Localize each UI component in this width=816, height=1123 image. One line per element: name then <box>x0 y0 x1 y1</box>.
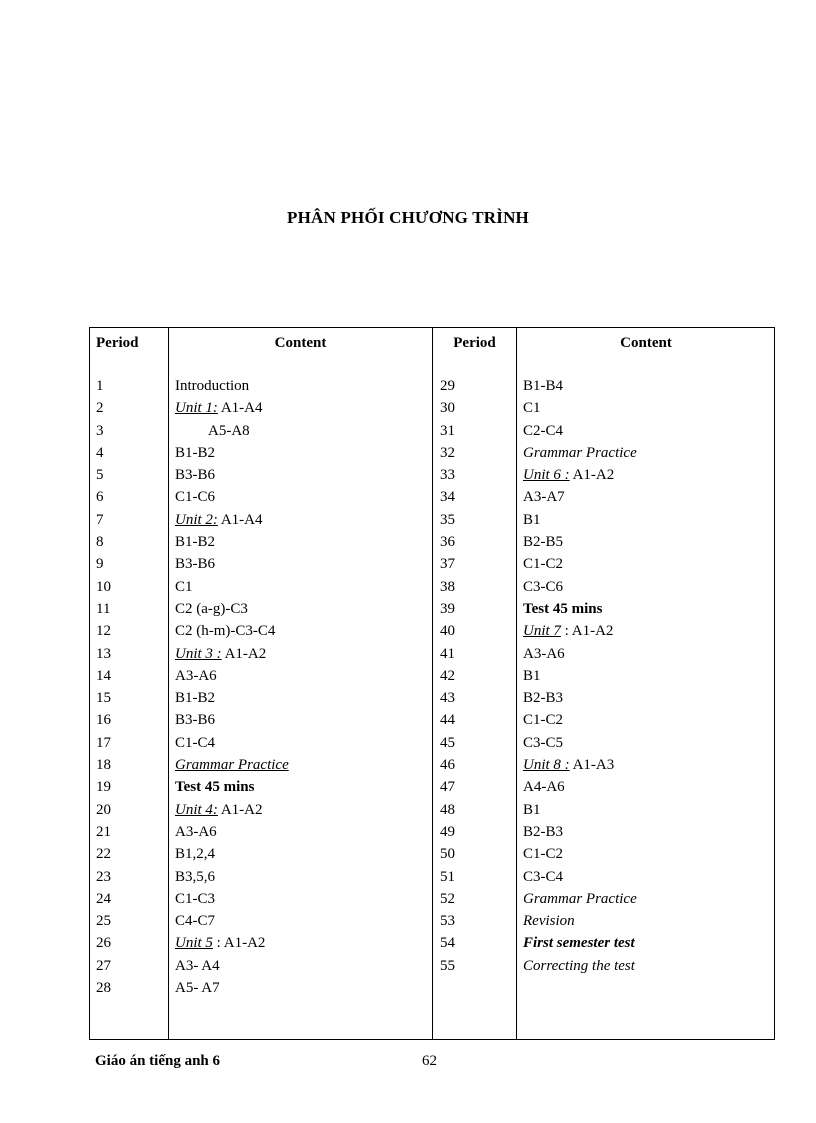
content-cell <box>523 620 637 642</box>
period-cell: 15 <box>96 690 111 707</box>
period-column-right <box>440 375 455 977</box>
period-cell: 17 <box>96 734 111 751</box>
content-cell <box>523 442 637 464</box>
content-cell <box>175 776 289 798</box>
content-text: C1-C2 <box>523 556 564 573</box>
unit-label: Unit 8 : <box>523 757 570 774</box>
content-text: B1-B2 <box>175 690 216 707</box>
content-cell <box>175 821 289 843</box>
content-text: First semester test <box>523 935 635 952</box>
content-text: C1 <box>523 400 541 417</box>
period-cell: 55 <box>440 957 455 974</box>
page-number: 62 <box>422 1053 437 1069</box>
content-text: Test 45 mins <box>523 600 603 617</box>
content-cell <box>523 509 637 531</box>
period-cell: 41 <box>440 645 455 662</box>
content-cell <box>523 687 637 709</box>
content-text: Revision <box>523 913 575 930</box>
content-text: Introduction <box>175 378 250 394</box>
content-cell <box>175 709 289 731</box>
content-cell <box>523 955 637 977</box>
content-cell <box>175 576 289 598</box>
content-text: C2 (h-m)-C3-C4 <box>175 623 276 640</box>
unit-label: Unit 2: <box>175 511 218 528</box>
content-cell <box>175 955 289 977</box>
header-period-right: Period <box>453 335 496 351</box>
content-text: C1 <box>175 578 193 595</box>
content-cell <box>523 821 637 843</box>
content-text: C4-C7 <box>175 913 216 930</box>
content-text: B2-B3 <box>523 823 564 840</box>
content-cell <box>523 910 637 932</box>
period-cell: 9 <box>96 556 104 573</box>
period-cell: 28 <box>96 980 111 997</box>
content-text: Test 45 mins <box>175 779 255 796</box>
period-cell: 35 <box>440 511 455 528</box>
period-cell: 48 <box>440 801 455 818</box>
content-text: B3-B6 <box>175 556 216 573</box>
period-cell: 31 <box>440 422 455 439</box>
content-text: B3-B6 <box>175 712 216 729</box>
content-cell <box>175 665 289 687</box>
content-text: C1-C2 <box>523 846 564 863</box>
page-title: PHÂN PHỐI CHƯƠNG TRÌNH <box>287 208 529 227</box>
period-cell: 5 <box>96 467 104 484</box>
content-text: A3- A4 <box>175 957 220 974</box>
content-text: B1-B2 <box>175 444 216 461</box>
period-cell: 12 <box>96 623 111 640</box>
content-cell <box>175 598 289 620</box>
content-text: B1-B2 <box>175 534 216 551</box>
content-text: A1-A2 <box>221 645 267 662</box>
content-cell <box>523 397 637 419</box>
content-text: B3-B6 <box>175 467 216 484</box>
content-text: A3-A6 <box>175 823 217 840</box>
schedule-table <box>89 327 775 1040</box>
content-text: B3,5,6 <box>175 868 216 885</box>
content-cell <box>175 375 289 397</box>
period-cell: 36 <box>440 534 455 551</box>
period-cell: 16 <box>96 712 111 729</box>
period-cell: 29 <box>440 378 455 394</box>
content-cell <box>175 486 289 508</box>
content-column-left <box>175 375 289 999</box>
content-cell <box>175 754 289 776</box>
period-cell: 39 <box>440 600 455 617</box>
content-text: B1,2,4 <box>175 846 216 863</box>
content-text: B1 <box>523 801 541 818</box>
content-column-right <box>523 375 637 977</box>
content-text: A5- A7 <box>175 980 220 997</box>
period-cell: 22 <box>96 846 111 863</box>
content-cell <box>523 932 637 954</box>
content-cell <box>523 553 637 575</box>
period-cell: 47 <box>440 779 455 796</box>
period-cell: 25 <box>96 913 111 930</box>
period-cell: 46 <box>440 757 455 774</box>
content-cell <box>175 888 289 910</box>
period-cell: 8 <box>96 534 104 551</box>
period-cell: 6 <box>96 489 104 506</box>
period-cell: 19 <box>96 779 111 796</box>
content-text: A4-A6 <box>523 779 565 796</box>
content-cell <box>175 687 289 709</box>
period-cell: 33 <box>440 467 455 484</box>
period-cell: 52 <box>440 890 455 907</box>
content-cell <box>523 888 637 910</box>
period-cell: 50 <box>440 846 455 863</box>
period-cell: 53 <box>440 913 455 930</box>
period-cell: 24 <box>96 890 111 907</box>
period-cell: 32 <box>440 444 455 461</box>
content-text: B2-B3 <box>523 690 564 707</box>
period-cell: 40 <box>440 623 455 640</box>
period-cell: 20 <box>96 801 111 818</box>
content-text: C2-C4 <box>523 422 564 439</box>
content-text: C1-C6 <box>175 489 216 506</box>
period-cell: 49 <box>440 823 455 840</box>
content-text: A1-A2 <box>217 801 263 818</box>
period-cell: 54 <box>440 935 455 952</box>
period-cell: 44 <box>440 712 455 729</box>
period-cell: 13 <box>96 645 111 662</box>
content-cell <box>175 910 289 932</box>
content-text: A5-A8 <box>208 422 250 439</box>
content-cell <box>523 486 637 508</box>
period-cell: 18 <box>96 757 111 774</box>
period-cell: 37 <box>440 556 455 573</box>
content-cell <box>523 643 637 665</box>
content-cell <box>523 732 637 754</box>
period-cell: 23 <box>96 868 111 885</box>
content-cell <box>523 843 637 865</box>
unit-label: Unit 4: <box>175 801 218 818</box>
content-text: Grammar Practice <box>523 890 637 907</box>
content-text: B2-B5 <box>523 534 564 551</box>
content-text: A1-A3 <box>569 757 615 774</box>
content-cell <box>175 643 289 665</box>
unit-label: Unit 5 <box>175 935 213 952</box>
unit-label: Unit 6 : <box>523 467 570 484</box>
content-cell <box>523 866 637 888</box>
content-text: C1-C2 <box>523 712 564 729</box>
content-text: A1-A4 <box>217 511 263 528</box>
period-cell: 34 <box>440 489 455 506</box>
content-text: : A1-A2 <box>560 623 614 640</box>
content-text: A3-A7 <box>523 489 565 506</box>
content-cell <box>175 442 289 464</box>
content-text: A1-A4 <box>217 400 263 417</box>
header-period-left: Period <box>96 335 139 351</box>
content-text: C3-C6 <box>523 578 564 595</box>
period-cell: 3 <box>96 422 104 439</box>
content-text: Correcting the test <box>523 957 635 974</box>
period-cell: 10 <box>96 578 111 595</box>
content-cell <box>175 866 289 888</box>
period-cell: 4 <box>96 444 104 461</box>
content-cell <box>523 464 637 486</box>
period-cell: 7 <box>96 511 104 528</box>
period-cell: 2 <box>96 400 104 417</box>
column-divider <box>516 328 517 1039</box>
content-cell <box>523 709 637 731</box>
content-text: C1-C4 <box>175 734 216 751</box>
content-cell <box>175 531 289 553</box>
period-cell: 51 <box>440 868 455 885</box>
content-cell <box>175 620 289 642</box>
content-text: Grammar Practice <box>523 444 637 461</box>
content-cell <box>175 553 289 575</box>
column-divider <box>168 328 169 1039</box>
content-text: A3-A6 <box>523 645 565 662</box>
content-cell <box>523 420 637 442</box>
content-cell <box>523 375 637 397</box>
period-cell: 27 <box>96 957 111 974</box>
unit-label: Unit 1: <box>175 400 218 417</box>
content-text: : A1-A2 <box>212 935 266 952</box>
period-cell: 30 <box>440 400 455 417</box>
content-text: B1 <box>523 511 541 528</box>
footer-label: Giáo án tiếng anh 6 <box>95 1053 221 1069</box>
content-text: C1-C3 <box>175 890 216 907</box>
period-column-left <box>96 375 111 999</box>
content-cell <box>175 464 289 486</box>
column-divider <box>432 328 433 1039</box>
header-content-right: Content <box>620 335 672 351</box>
unit-label: Grammar Practice <box>175 757 289 774</box>
content-text: C2 (a-g)-C3 <box>175 600 248 617</box>
content-cell <box>523 576 637 598</box>
content-cell <box>523 776 637 798</box>
period-cell: 26 <box>96 935 111 952</box>
content-text: C3-C5 <box>523 734 564 751</box>
content-cell <box>175 799 289 821</box>
content-text: C3-C4 <box>523 868 564 885</box>
content-text: B1 <box>523 667 541 684</box>
content-text: B1-B4 <box>523 378 564 394</box>
content-cell <box>523 665 637 687</box>
period-cell: 42 <box>440 667 455 684</box>
content-cell <box>175 732 289 754</box>
content-cell <box>175 509 289 531</box>
content-cell <box>175 932 289 954</box>
content-cell <box>175 843 289 865</box>
content-cell <box>523 799 637 821</box>
content-cell <box>523 754 637 776</box>
period-cell: 11 <box>96 600 111 617</box>
content-text: A3-A6 <box>175 667 217 684</box>
period-cell: 43 <box>440 690 455 707</box>
period-cell: 38 <box>440 578 455 595</box>
unit-label: Unit 7 <box>523 623 561 640</box>
content-cell <box>175 420 289 442</box>
content-text: A1-A2 <box>569 467 615 484</box>
period-cell: 45 <box>440 734 455 751</box>
period-cell: 14 <box>96 667 111 684</box>
content-cell <box>523 531 637 553</box>
content-cell <box>523 598 637 620</box>
period-cell: 21 <box>96 823 111 840</box>
period-cell: 1 <box>96 378 104 394</box>
content-cell <box>175 397 289 419</box>
content-cell <box>175 977 289 999</box>
header-content-left: Content <box>274 335 327 351</box>
unit-label: Unit 3 : <box>175 645 222 662</box>
